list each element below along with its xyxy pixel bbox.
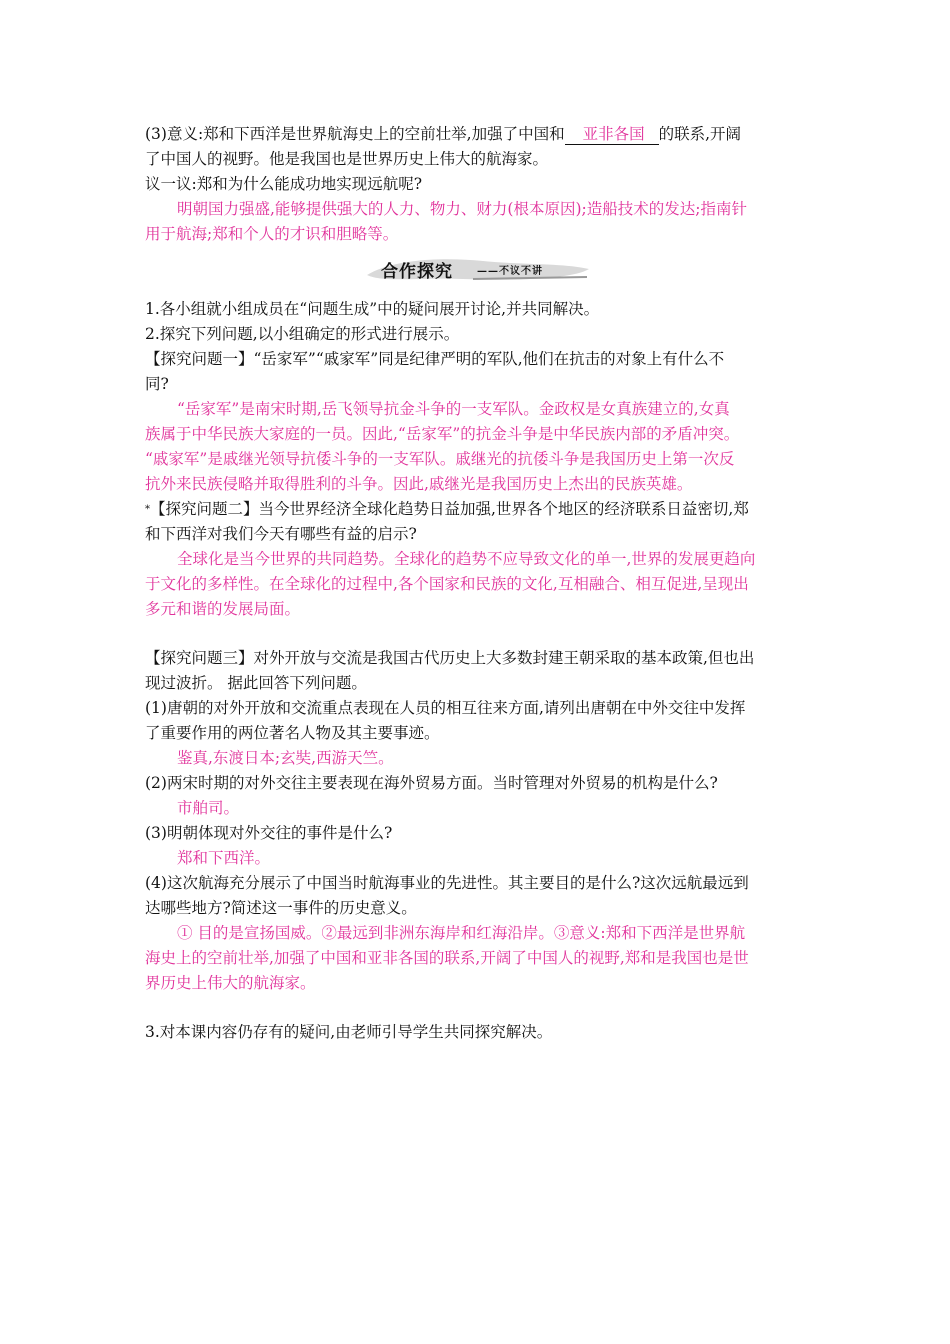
sub-answer-2: 市舶司。 — [177, 799, 240, 817]
answer-1-line-4: 抗外来民族侵略并取得胜利的斗争。因此,戚继光是我国历史上杰出的民族英雄。 — [145, 475, 693, 493]
question-3-line-1: 【探究问题三】对外开放与交流是我国古代历史上大多数封建王朝采取的基本政策,但也出 — [145, 649, 755, 667]
spacer — [145, 622, 810, 646]
discuss-question: 议一议:郑和为什么能成功地实现远航呢? — [145, 175, 423, 193]
sub-question-4-line-2: 达哪些地方?简述这一事件的历史意义。 — [145, 899, 417, 917]
sub-answer-3: 郑和下西洋。 — [177, 849, 271, 867]
answer-2-line-1: 全球化是当今世界的共同趋势。全球化的趋势不应导致文化的单一,世界的发展更趋向 — [177, 550, 756, 568]
answer-2-line-2: 于文化的多样性。在全球化的过程中,各个国家和民族的文化,互相融合、相互促进,呈现出 — [145, 575, 749, 593]
sub-question-2: (2)两宋时期的对外交往主要表现在海外贸易方面。当时管理对外贸易的机构是什么? — [145, 774, 718, 792]
section-subtitle-text: 不议不讲 — [499, 266, 543, 277]
section-dash: —— — [477, 266, 499, 277]
section-banner — [145, 253, 810, 287]
answer-2-line-3: 多元和谐的发展局面。 — [145, 600, 301, 618]
significance-line-2: 了中国人的视野。他是我国也是世界历史上伟大的航海家。 — [145, 150, 549, 168]
significance-line-1 — [145, 122, 810, 147]
sub-answer-1: 鉴真,东渡日本;玄奘,西游天竺。 — [177, 749, 394, 767]
sub-answer-4-line-2: 海史上的空前壮举,加强了中国和亚非各国的联系,开阔了中国人的视野,郑和是我国也是世 — [145, 949, 749, 967]
question-1-line-2: 同? — [145, 375, 169, 393]
discuss-answer-line-2: 用于航海;郑和个人的才识和胆略等。 — [145, 225, 399, 243]
answer-blank: 亚非各国 — [565, 125, 659, 145]
item-1: 1.各小组就小组成员在“问题生成”中的疑问展开讨论,并共同解决。 — [145, 300, 600, 318]
sub-question-1-line-1: (1)唐朝的对外开放和交流重点表现在人员的相互往来方面,请列出唐朝在中外交往中发挥 — [145, 699, 746, 717]
significance-text: (3)意义:郑和下西洋是世界航海史上的空前壮举,加强了中国和 — [145, 125, 565, 143]
spacer — [145, 996, 810, 1020]
question-1-line-1: 【探究问题一】“岳家军”“戚家军”同是纪律严明的军队,他们在抗击的对象上有什么不 — [145, 350, 725, 368]
significance-text-end: 的联系,开阔 — [658, 125, 742, 143]
star-mark: * — [145, 504, 150, 515]
question-3-line-2: 现过波折。 据此回答下列问题。 — [145, 674, 367, 692]
answer-1-line-2: 族属于中华民族大家庭的一员。因此,“岳家军”的抗金斗争是中华民族内部的矛盾冲突。 — [145, 425, 740, 443]
question-2-line-2: 和下西洋对我们今天有哪些有益的启示? — [145, 525, 417, 543]
item-3: 3.对本课内容仍存有的疑问,由老师引导学生共同探究解决。 — [145, 1023, 553, 1041]
section-title: 合作探究 — [381, 262, 453, 282]
question-2-line-1 — [145, 497, 810, 522]
sub-question-1-line-2: 了重要作用的两位著名人物及其主要事迹。 — [145, 724, 440, 742]
sub-question-4-line-1: (4)这次航海充分展示了中国当时航海事业的先进性。其主要目的是什么?这次远航最远到 — [145, 874, 749, 892]
sub-question-3: (3)明朝体现对外交往的事件是什么? — [145, 824, 393, 842]
section-subtitle — [477, 262, 543, 277]
answer-1-line-3: “戚家军”是戚继光领导抗倭斗争的一支军队。戚继光的抗倭斗争是我国历史上第一次反 — [145, 450, 735, 468]
sub-answer-4-line-3: 界历史上伟大的航海家。 — [145, 974, 316, 992]
question-2-text: 【探究问题二】当今世界经济全球化趋势日益加强,世界各个地区的经济联系日益密切,郑 — [150, 500, 749, 518]
sub-answer-4-line-1: ① 目的是宣扬国威。②最远到非洲东海岸和红海沿岸。③意义:郑和下西洋是世界航 — [177, 924, 746, 942]
item-2: 2.探究下列问题,以小组确定的形式进行展示。 — [145, 325, 460, 343]
document-page — [145, 122, 810, 1045]
discuss-answer-line-1: 明朝国力强盛,能够提供强大的人力、物力、财力(根本原因);造船技术的发达;指南针 — [177, 200, 747, 218]
answer-1-line-1: “岳家军”是南宋时期,岳飞领导抗金斗争的一支军队。金政权是女真族建立的,女真 — [177, 400, 730, 418]
